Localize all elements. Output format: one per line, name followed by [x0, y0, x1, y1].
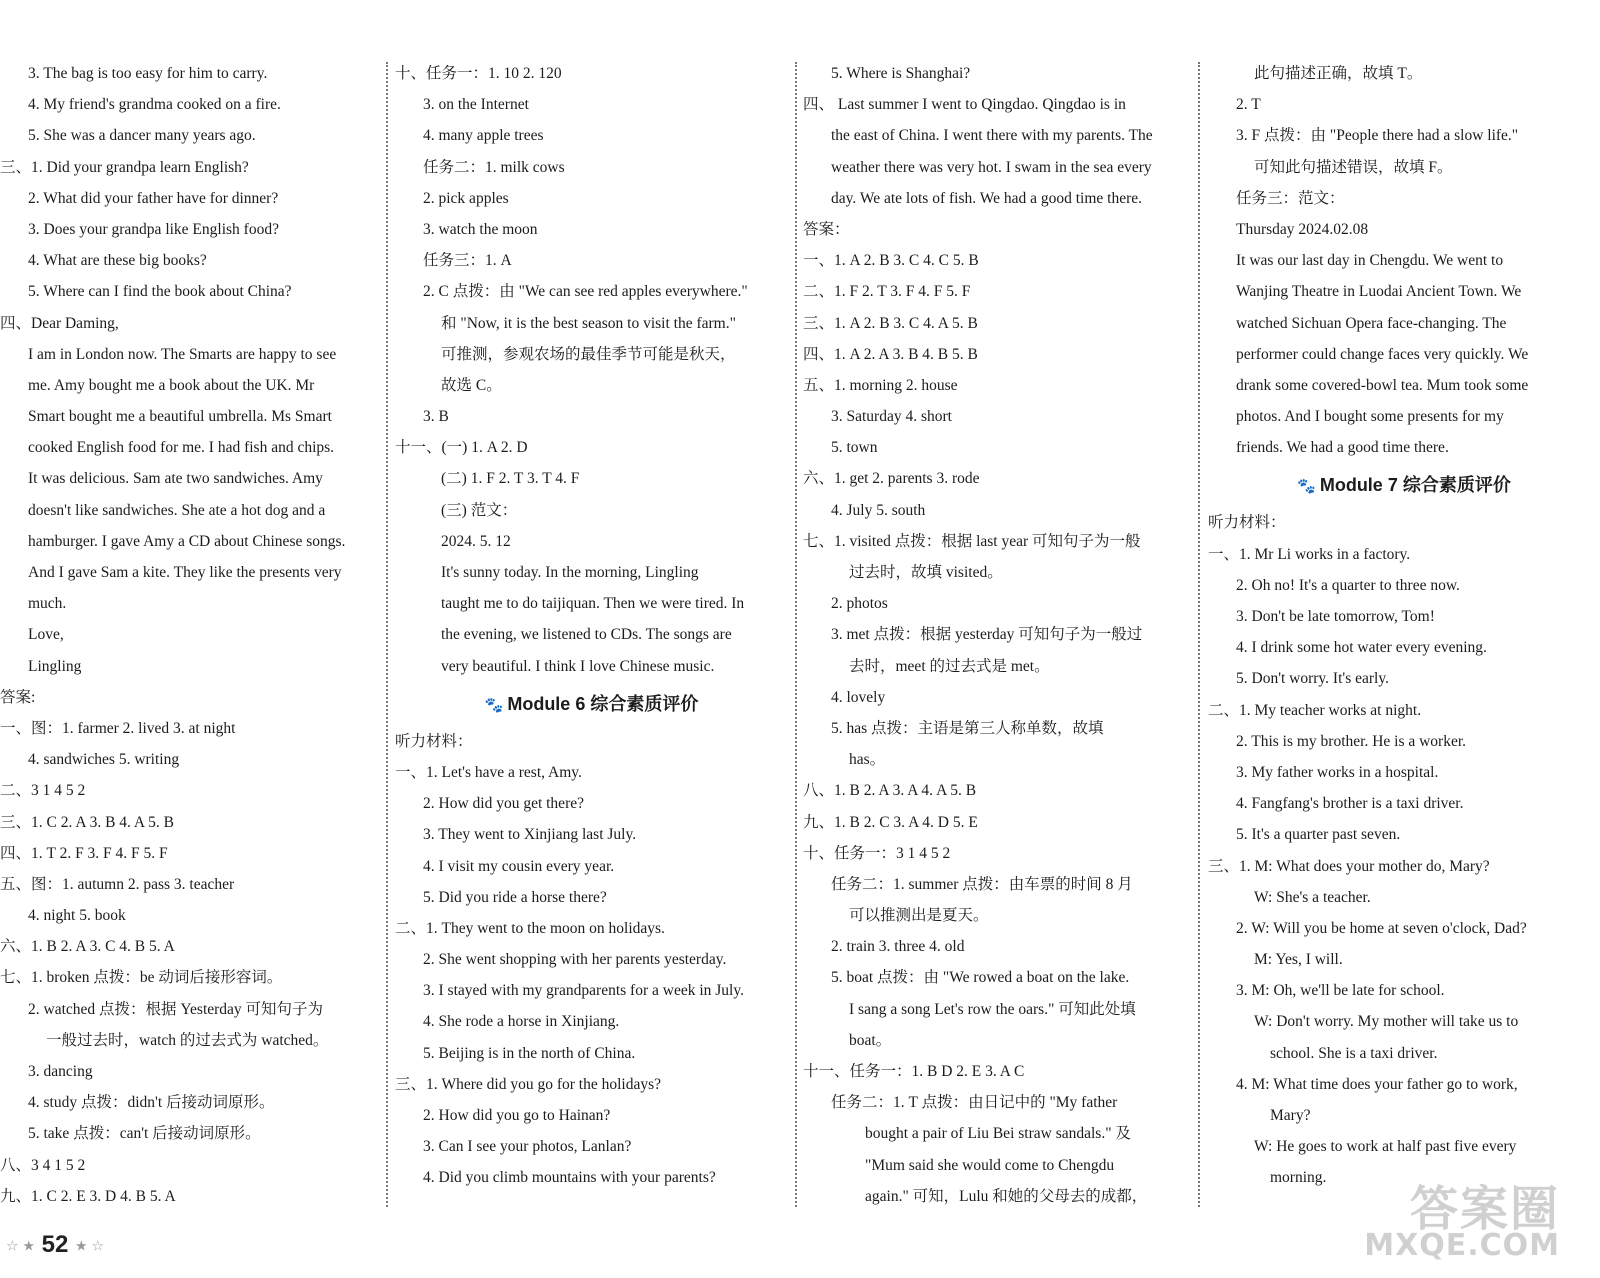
text-line: again." 可知，Lulu 和她的父母去的成都，	[865, 1187, 1148, 1205]
text-line: "Mum said she would come to Chengdu	[865, 1156, 1115, 1174]
text-line: 3. Saturday 4. short	[831, 408, 952, 426]
section-heading-text: Module 6 综合素质评价	[507, 693, 699, 714]
text-line: Lingling	[28, 657, 82, 675]
text-line: me. Amy bought me a book about the UK. Mr	[28, 376, 315, 394]
text-line: 3. Does your grandpa like English food?	[28, 220, 279, 238]
text-line: Thursday 2024.02.08	[1236, 220, 1369, 238]
text-line: 任务二：1. milk cows	[423, 158, 565, 176]
text-line: 3. met 点拨：根据 yesterday 可知句子为一般过	[831, 626, 1143, 644]
text-line: 去时，meet 的过去式是 met。	[849, 657, 1050, 675]
text-line: 5. boat 点拨：由 "We rowed a boat on the lake.	[831, 969, 1130, 987]
text-line: hamburger. I gave Amy a CD about Chinese songs.	[28, 532, 346, 550]
text-line: It was delicious. Sam ate two sandwiches. Amy	[28, 470, 323, 488]
paw-icon: 🐾	[484, 696, 504, 714]
text-line: 四、1. A 2. A 3. B 4. B 5. B	[803, 345, 978, 363]
text-line: bought a pair of Liu Bei straw sandals." 及	[865, 1125, 1131, 1143]
text-line: 4. M: What time does your father go to work,	[1236, 1075, 1518, 1093]
text-line: Wanjing Theatre in Luodai Ancient Town. We	[1236, 283, 1522, 301]
text-line: 七、1. visited 点拨：根据 last year 可知句子为一般	[803, 532, 1141, 550]
text-line: school. She is a taxi driver.	[1270, 1044, 1438, 1062]
text-line: 答案:	[0, 688, 36, 706]
text-line: cooked English food for me. I had fish and chips.	[28, 439, 335, 457]
text-line: 4. I drink some hot water every evening.	[1236, 639, 1487, 657]
text-line: 4. She rode a horse in Xinjiang.	[423, 1013, 620, 1031]
text-line: weather there was very hot. I swam in the sea every	[831, 158, 1152, 176]
text-line: 2. train 3. three 4. old	[831, 938, 965, 956]
text-line: 九、1. B 2. C 3. A 4. D 5. E	[803, 813, 978, 831]
text-line: 2. How did you get there?	[423, 795, 584, 813]
text-line: 4. night 5. book	[28, 907, 126, 925]
text-line: 一、图：1. farmer 2. lived 3. at night	[0, 719, 236, 737]
text-line: 5. Don't worry. It's early.	[1236, 670, 1389, 688]
text-line: photos. And I bought some presents for my	[1236, 408, 1504, 426]
text-line: 过去时，故填 visited。	[849, 564, 1003, 581]
text-line: 五、1. morning 2. house	[803, 376, 958, 394]
text-line: 十一、(一) 1. A 2. D	[395, 439, 528, 457]
text-line: Smart bought me a beautiful umbrella. Ms Smart	[28, 408, 332, 426]
text-line: friends. We had a good time there.	[1236, 439, 1449, 457]
watermark-logo: 答案圈	[1409, 1181, 1560, 1237]
text-line: 二、3 1 4 5 2	[0, 782, 86, 800]
text-line: 九、1. C 2. E 3. D 4. B 5. A	[0, 1187, 176, 1205]
text-line: 5. Where is Shanghai?	[831, 65, 971, 82]
text-line: 3. My father works in a hospital.	[1236, 763, 1439, 781]
text-line: 二、1. F 2. T 3. F 4. F 5. F	[803, 283, 971, 301]
text-line: 4. study 点拨：didn't 后接动词原形。	[28, 1094, 275, 1112]
text-line: 3. Can I see your photos, Lanlan?	[423, 1138, 632, 1156]
text-line: doesn't like sandwiches. She ate a hot dog and a	[28, 501, 326, 519]
column-divider	[795, 62, 797, 1207]
text-line: It was our last day in Chengdu. We went to	[1236, 252, 1504, 270]
text-line: 4. Fangfang's brother is a taxi driver.	[1236, 795, 1464, 813]
text-line: W: She's a teacher.	[1254, 888, 1371, 906]
text-line: Mary?	[1270, 1107, 1311, 1124]
text-line: 一、1. Let's have a rest, Amy.	[395, 763, 582, 781]
text-line: 5. Where can I find the book about China?	[28, 283, 292, 301]
text-line: 5. has 点拨：主语是第三人称单数，故填	[831, 719, 1104, 737]
text-line: the evening, we listened to CDs. The songs are	[441, 626, 732, 644]
text-line: 4. I visit my cousin every year.	[423, 857, 615, 875]
section-heading	[395, 682, 788, 726]
text-line: 3. They went to Xinjiang last July.	[423, 826, 637, 844]
text-line: 3. dancing	[28, 1063, 93, 1080]
text-line: 四、Dear Daming,	[0, 314, 119, 332]
text-line: watched Sichuan Opera face-changing. The	[1236, 314, 1507, 332]
column-2	[395, 58, 788, 1194]
text-line: 七、1. broken 点拨：be 动词后接形容词。	[0, 969, 283, 987]
text-line: 5. Beijing is in the north of China.	[423, 1044, 636, 1062]
text-line: (三) 范文：	[441, 501, 518, 519]
text-line: 三、1. Did your grandpa learn English?	[0, 158, 249, 176]
text-line: 2. How did you go to Hainan?	[423, 1107, 611, 1124]
text-line: 四、1. T 2. F 3. F 4. F 5. F	[0, 844, 168, 862]
text-line: taught me to do taijiquan. Then we were tired. In	[441, 595, 745, 613]
text-line: 任务二：1. T 点拨：由日记中的 "My father	[831, 1094, 1118, 1112]
text-line: 3. B	[423, 408, 449, 426]
star-icon: ☆ ★	[6, 1237, 35, 1254]
text-line: I am in London now. The Smarts are happy to see	[28, 345, 337, 363]
text-line: 可知此句描述错误，故填 F。	[1254, 158, 1453, 176]
text-line: 3. Don't be late tomorrow, Tom!	[1236, 608, 1435, 625]
text-line: 2. pick apples	[423, 189, 509, 207]
text-line: 八、1. B 2. A 3. A 4. A 5. B	[803, 782, 977, 800]
text-line: 2024. 5. 12	[441, 532, 511, 550]
section-heading	[1208, 463, 1600, 507]
text-line: 答案：	[803, 220, 850, 238]
text-line: 六、1. get 2. parents 3. rode	[803, 470, 980, 488]
text-line: 听力材料：	[1208, 514, 1286, 532]
text-line: 听力材料：	[395, 732, 473, 750]
text-line: 3. on the Internet	[423, 96, 529, 114]
text-line: 4. Did you climb mountains with your parents?	[423, 1169, 716, 1187]
text-line: 十、任务一：1. 10 2. 120	[395, 65, 562, 82]
text-line: 4. My friend's grandma cooked on a fire.	[28, 96, 281, 114]
text-line: drank some covered-bowl tea. Mum took some	[1236, 376, 1529, 394]
text-line: 3. I stayed with my grandparents for a week in July.	[423, 982, 744, 1000]
column-4	[1208, 58, 1600, 1194]
text-line: the east of China. I went there with my parents. The	[831, 127, 1153, 145]
text-line: 2. What did your father have for dinner?	[28, 189, 279, 207]
column-1	[0, 58, 382, 1212]
text-line: 2. T	[1236, 96, 1261, 114]
text-line: 3. M: Oh, we'll be late for school.	[1236, 982, 1445, 1000]
text-line: 4. What are these big books?	[28, 252, 207, 270]
text-line: 3. watch the moon	[423, 220, 538, 238]
text-line: 任务三：1. A	[423, 252, 512, 270]
text-line: 5. take 点拨：can't 后接动词原形。	[28, 1125, 261, 1143]
page-number-value: 52	[41, 1231, 69, 1258]
text-line: M: Yes, I will.	[1254, 951, 1343, 969]
text-line: 五、图：1. autumn 2. pass 3. teacher	[0, 875, 235, 893]
text-line: 二、1. They went to the moon on holidays.	[395, 919, 665, 937]
text-line: 3. F 点拨：由 "People there had a slow life."	[1236, 127, 1519, 145]
text-line: 十、任务一：3 1 4 5 2	[803, 844, 951, 862]
paw-icon: 🐾	[1297, 478, 1316, 496]
text-line: And I gave Sam a kite. They like the presents very	[28, 564, 342, 581]
text-line: day. We ate lots of fish. We had a good time there.	[831, 189, 1143, 207]
text-line: boat。	[849, 1031, 892, 1049]
text-line: 三、1. C 2. A 3. B 4. A 5. B	[0, 813, 174, 831]
text-line: W: Don't worry. My mother will take us to	[1254, 1013, 1519, 1031]
text-line: 2. W: Will you be home at seven o'clock, Dad?	[1236, 919, 1527, 937]
text-line: Love,	[28, 626, 64, 644]
text-line: 4. July 5. south	[831, 501, 926, 519]
text-line: 可以推测出是夏天。	[849, 907, 989, 925]
text-line: very beautiful. I think I love Chinese music.	[441, 657, 715, 675]
text-line: 2. C 点拨：由 "We can see red apples everywhere."	[423, 283, 748, 301]
text-line: 任务三：范文：	[1236, 189, 1345, 207]
text-line: 四、 Last summer I went to Qingdao. Qingdao is in	[803, 96, 1126, 114]
text-line: 一、1. Mr Li works in a factory.	[1208, 545, 1411, 563]
text-line: 4. lovely	[831, 688, 886, 706]
text-line: has。	[849, 751, 886, 769]
text-line: W: He goes to work at half past five every	[1254, 1138, 1517, 1156]
text-line: 故选 C。	[441, 376, 502, 394]
watermark-url: MXQE.COM	[1364, 1228, 1560, 1263]
text-line: much.	[28, 595, 67, 613]
text-line: 任务二：1. summer 点拨：由车票的时间 8 月	[831, 875, 1133, 893]
text-line: 2. She went shopping with her parents yesterday.	[423, 951, 727, 969]
text-line: 一般过去时，watch 的过去式为 watched。	[46, 1031, 329, 1049]
text-line: 3. The bag is too easy for him to carry.	[28, 65, 268, 82]
text-line: 2. This is my brother. He is a worker.	[1236, 732, 1467, 750]
text-line: (二) 1. F 2. T 3. T 4. F	[441, 470, 580, 488]
text-line: morning.	[1270, 1169, 1327, 1187]
text-line: 可推测，参观农场的最佳季节可能是秋天，	[441, 345, 736, 363]
text-line: 此句描述正确，故填 T。	[1254, 65, 1423, 82]
text-line: 十一、任务一：1. B D 2. E 3. A C	[803, 1063, 1025, 1080]
text-line: 4. many apple trees	[423, 127, 544, 145]
column-3	[803, 58, 1189, 1212]
text-line: 4. sandwiches 5. writing	[28, 751, 180, 769]
text-line: 一、1. A 2. B 3. C 4. C 5. B	[803, 252, 979, 270]
text-line: 5. It's a quarter past seven.	[1236, 826, 1401, 844]
page-number	[6, 1228, 104, 1262]
text-line: 三、1. A 2. B 3. C 4. A 5. B	[803, 314, 978, 332]
column-divider	[386, 62, 388, 1207]
text-line: 六、1. B 2. A 3. C 4. B 5. A	[0, 938, 175, 956]
star-icon: ★ ☆	[75, 1237, 105, 1254]
text-line: It's sunny today. In the morning, Lingling	[441, 564, 699, 581]
text-line: 和 "Now, it is the best season to visit the farm."	[441, 314, 736, 332]
text-line: 5. Did you ride a horse there?	[423, 888, 607, 906]
text-line: 5. She was a dancer many years ago.	[28, 127, 256, 145]
text-line: 5. town	[831, 439, 878, 457]
text-line: 八、3 4 1 5 2	[0, 1156, 86, 1174]
text-line: 2. Oh no! It's a quarter to three now.	[1236, 576, 1460, 594]
text-line: I sang a song Let's row the oars." 可知此处填	[849, 1000, 1136, 1018]
text-line: 2. photos	[831, 595, 888, 613]
section-heading-text: Module 7 综合素质评价	[1319, 475, 1511, 496]
text-line: 二、1. My teacher works at night.	[1208, 701, 1422, 719]
text-line: 三、1. M: What does your mother do, Mary?	[1208, 857, 1490, 875]
column-divider	[1198, 62, 1200, 1207]
text-line: 2. watched 点拨：根据 Yesterday 可知句子为	[28, 1000, 324, 1018]
text-line: 三、1. Where did you go for the holidays?	[395, 1075, 662, 1093]
text-line: performer could change faces very quickly. We	[1236, 345, 1529, 363]
